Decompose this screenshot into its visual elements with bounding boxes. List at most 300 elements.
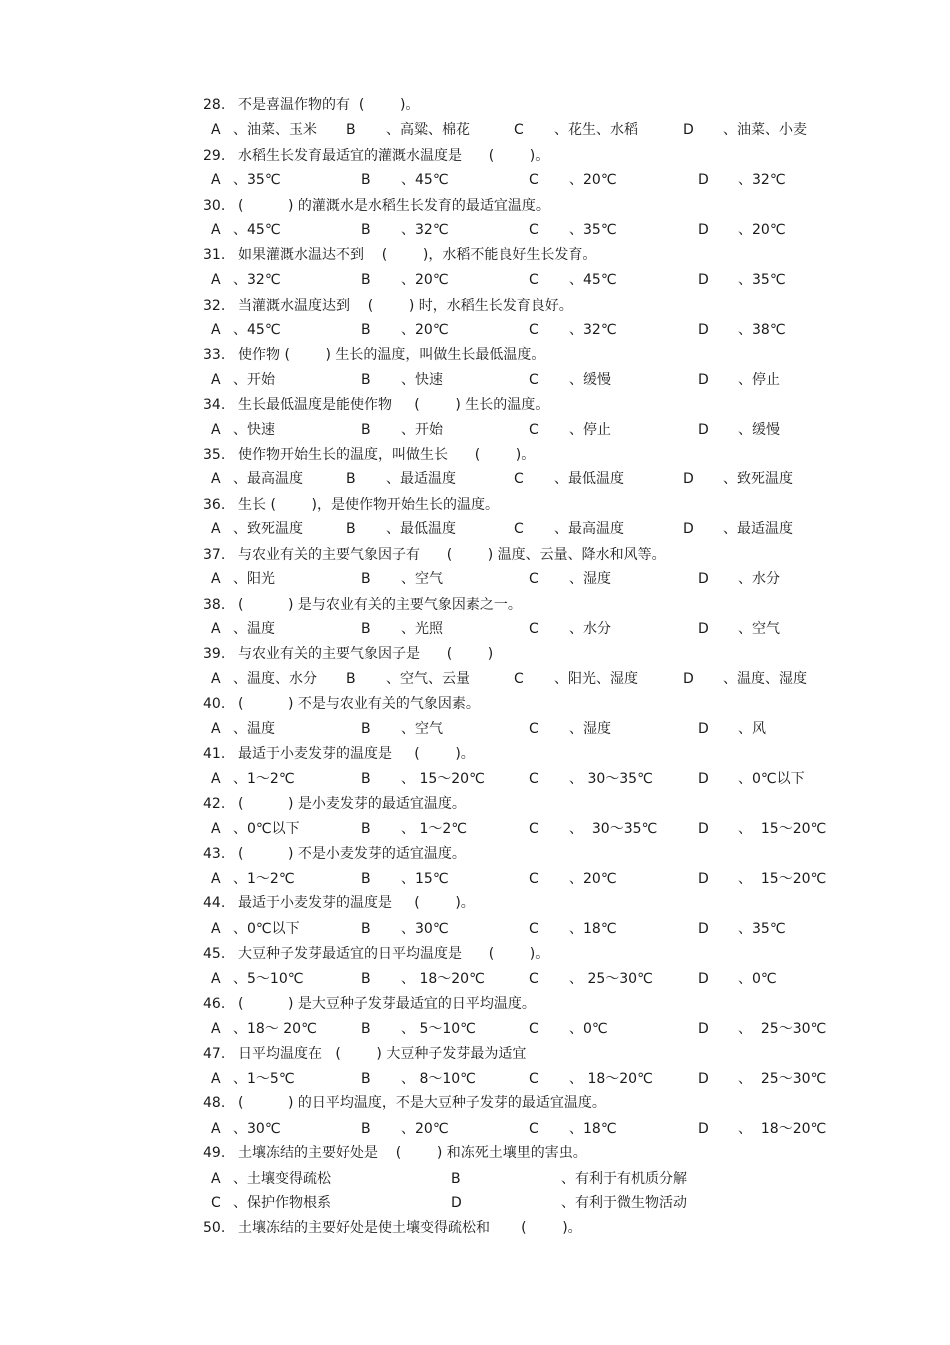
option-letter: A [211,821,221,837]
option [529,221,617,239]
options-row [211,1170,831,1188]
option [529,770,653,788]
option-text: 、 15～20℃ [738,871,827,887]
option-letter: D [698,422,709,438]
option-letter: C [529,172,539,188]
option-text: 、0℃ [569,1021,608,1037]
options-row [211,670,831,688]
option-text: 、快速 [233,422,275,438]
question-stem [203,246,596,264]
option-text: 、最低温度 [386,521,456,537]
option [361,171,449,189]
option-letter: C [529,571,539,587]
option-letter: B [361,272,371,288]
option-letter: D [698,1071,709,1087]
option-letter: D [683,122,694,138]
option [361,371,443,389]
question-text: ( ) 是与农业有关的主要气象因素之一。 [238,597,522,613]
option [698,620,780,638]
option-letter: C [211,1195,221,1211]
option-letter: A [211,1071,221,1087]
option-letter: C [529,322,539,338]
option-letter: A [211,921,221,937]
option [451,1194,687,1212]
question-text: ( ) 的日平均温度，不是大豆种子发芽的最适宜温度。 [238,1095,606,1111]
option-text: 、30℃ [401,921,449,937]
option-text: 、32℃ [738,172,786,188]
option-text: 、有利于有机质分解 [561,1171,687,1187]
option-text: 、 15～20℃ [738,821,827,837]
option-letter: B [361,621,371,637]
question-number: 41. [203,746,226,762]
option-letter: B [346,521,356,537]
option-letter: A [211,871,221,887]
options-row [211,870,831,888]
option-letter: D [698,571,709,587]
question-number: 35. [203,447,226,463]
option [211,1194,331,1212]
option [361,720,443,738]
option [529,271,617,289]
option-text: 、 1～2℃ [401,821,467,837]
option-letter: B [361,372,371,388]
option [211,421,275,439]
option [211,371,275,389]
option-letter: B [361,821,371,837]
question-number: 43. [203,846,226,862]
option [514,121,638,139]
option-text: 、停止 [738,372,780,388]
option-letter: A [211,172,221,188]
question-stem [203,96,419,114]
options-row [211,1194,831,1212]
option-text: 、18℃ [569,1121,617,1137]
option-letter: B [346,471,356,487]
option [361,1120,449,1138]
option-letter: A [211,621,221,637]
question-text: 与农业有关的主要气象因子有 ( ) 温度、云量、降水和风等。 [238,547,666,563]
option-text: 、水分 [738,571,780,587]
option-text: 、0℃以下 [233,821,300,837]
option [361,570,443,588]
question-text: 生长 ( )，是使作物开始生长的温度。 [238,497,499,513]
option-letter: A [211,1121,221,1137]
question-number: 48. [203,1095,226,1111]
options-row [211,470,831,488]
option-text: 、5～10℃ [233,971,304,987]
option-letter: D [698,272,709,288]
option [211,970,303,988]
option-letter: B [361,971,371,987]
option [211,870,295,888]
option [211,920,300,938]
option-text: 、 25～30℃ [738,1071,827,1087]
option-text: 、38℃ [738,322,786,338]
option [361,920,449,938]
option-text: 、0℃ [738,971,777,987]
option-text: 、20℃ [569,871,617,887]
question-text: 使作物 ( ) 生长的温度，叫做生长最低温度。 [238,347,546,363]
question-number: 30. [203,198,226,214]
option-text: 、32℃ [401,222,449,238]
option-text: 、空气 [738,621,780,637]
option [346,121,470,139]
question-text: 最适于小麦发芽的温度是 ( )。 [238,895,475,911]
option [698,720,766,738]
question-text: ( ) 不是与农业有关的气象因素。 [238,696,480,712]
option-letter: D [698,172,709,188]
option-letter: C [529,272,539,288]
option-text: 、温度 [233,721,275,737]
option-text: 、停止 [569,422,611,438]
option [529,171,617,189]
question-text: ( ) 是大豆种子发芽最适宜的日平均温度。 [238,996,536,1012]
question-text: 大豆种子发芽最适宜的日平均温度是 ( )。 [238,946,550,962]
option [361,870,449,888]
option-text: 、1～2℃ [233,871,295,887]
option-text: 、45℃ [569,272,617,288]
options-row [211,520,831,538]
options-row [211,820,831,838]
option-letter: C [529,222,539,238]
option-letter: A [211,1171,221,1187]
option-text: 、空气 [401,721,443,737]
option-letter: B [361,721,371,737]
options-row [211,371,831,389]
option-text: 、温度 [233,621,275,637]
option [361,271,449,289]
question-stem [203,546,666,564]
question-number: 39. [203,646,226,662]
option-text: 、空气 [401,571,443,587]
option [346,470,456,488]
option-letter: C [529,721,539,737]
option-letter: A [211,471,221,487]
option [698,1020,826,1038]
option-text: 、20℃ [401,272,449,288]
option-letter: B [361,222,371,238]
options-row [211,321,831,339]
question-number: 31. [203,247,226,263]
question-stem [203,745,475,763]
option-letter: D [683,471,694,487]
option [361,421,443,439]
option [211,820,300,838]
question-text: 与农业有关的主要气象因子是 ( ) [238,646,494,662]
option-text: 、缓慢 [738,422,780,438]
option [361,820,467,838]
option-text: 、35℃ [233,172,281,188]
question-number: 34. [203,397,226,413]
question-stem [203,1094,606,1112]
question-number: 36. [203,497,226,513]
option-text: 、水分 [569,621,611,637]
option-letter: C [529,921,539,937]
question-stem [203,995,536,1013]
option [698,1120,826,1138]
options-row [211,1120,831,1138]
option-text: 、湿度 [569,721,611,737]
option-letter: A [211,671,221,687]
option-letter: A [211,222,221,238]
option [529,920,617,938]
option-letter: B [361,1121,371,1137]
option [683,670,807,688]
option-text: 、缓慢 [569,372,611,388]
question-text: 日平均温度在 ( ) 大豆种子发芽最为适宜 [238,1046,527,1062]
option [529,970,653,988]
option [211,271,281,289]
option-letter: B [361,172,371,188]
options-row [211,770,831,788]
question-number: 29. [203,148,226,164]
option-text: 、20℃ [738,222,786,238]
option [529,820,657,838]
option-letter: D [683,671,694,687]
options-row [211,620,831,638]
option [211,470,303,488]
option [529,1020,608,1038]
question-number: 50. [203,1220,226,1236]
option-letter: D [698,771,709,787]
question-text: 生长最低温度是能使作物 ( ) 生长的温度。 [238,397,550,413]
option [698,970,777,988]
option-text: 、45℃ [401,172,449,188]
option [211,520,303,538]
option-text: 、 30～35℃ [569,771,653,787]
option-letter: D [683,521,694,537]
option [211,1120,281,1138]
option [683,470,793,488]
option-text: 、温度、水分 [233,671,317,687]
option [211,570,275,588]
option-letter: C [529,821,539,837]
option-letter: C [529,372,539,388]
options-row [211,570,831,588]
option-letter: B [361,921,371,937]
option-text: 、最适温度 [723,521,793,537]
option [211,1070,295,1088]
option-text: 、致死温度 [233,521,303,537]
option [683,121,807,139]
option [529,1070,653,1088]
option-text: 、阳光 [233,571,275,587]
option [451,1170,687,1188]
option-text: 、20℃ [569,172,617,188]
option [361,321,449,339]
question-text: 使作物开始生长的温度，叫做生长 ( )。 [238,447,536,463]
option-text: 、 15～20℃ [401,771,485,787]
option-text: 、15℃ [401,871,449,887]
option-text: 、35℃ [569,222,617,238]
option-letter: C [514,122,524,138]
question-stem [203,346,545,364]
option [211,670,317,688]
option-letter: C [514,521,524,537]
option-letter: C [514,671,524,687]
option-text: 、45℃ [233,322,281,338]
option [529,371,611,389]
option-letter: D [698,821,709,837]
options-row [211,121,831,139]
option-letter: D [698,1021,709,1037]
option [361,1070,476,1088]
option-letter: D [698,1121,709,1137]
option [698,770,805,788]
option-text: 、 25～30℃ [569,971,653,987]
option-text: 、1～5℃ [233,1071,295,1087]
option-text: 、土壤变得疏松 [233,1171,331,1187]
option-letter: D [698,871,709,887]
question-stem [203,596,522,614]
option-letter: C [514,471,524,487]
question-stem [203,1045,526,1063]
question-stem [203,297,573,315]
question-stem [203,945,549,963]
question-stem [203,645,493,663]
option-text: 、20℃ [401,322,449,338]
option [514,670,638,688]
option [211,720,275,738]
option-letter: A [211,272,221,288]
option-text: 、20℃ [401,1121,449,1137]
option-text: 、18～ 20℃ [233,1021,317,1037]
option [698,870,826,888]
question-stem [203,197,550,215]
options-row [211,720,831,738]
option-letter: B [361,871,371,887]
option [683,520,793,538]
option [346,670,470,688]
option-letter: B [361,1021,371,1037]
option [514,520,624,538]
option-text: 、 30～35℃ [569,821,658,837]
option-text: 、油菜、玉米 [233,122,317,138]
option [529,870,617,888]
option [211,770,295,788]
option-text: 、0℃以下 [738,771,805,787]
option-letter: C [529,1071,539,1087]
question-text: ( ) 是小麦发芽的最适宜温度。 [238,796,466,812]
options-row [211,970,831,988]
question-number: 37. [203,547,226,563]
option [211,221,281,239]
option [211,1020,317,1038]
option-text: 、有利于微生物活动 [561,1195,687,1211]
option [361,1020,476,1038]
question-number: 33. [203,347,226,363]
option-letter: B [346,122,356,138]
question-number: 46. [203,996,226,1012]
option-letter: A [211,721,221,737]
option [514,470,624,488]
option-text: 、18℃ [569,921,617,937]
option-text: 、最高温度 [233,471,303,487]
option-letter: C [529,621,539,637]
question-number: 42. [203,796,226,812]
question-stem [203,845,466,863]
options-row [211,221,831,239]
option [361,620,443,638]
option [529,620,611,638]
option-letter: A [211,372,221,388]
option [529,570,611,588]
option-letter: B [361,1071,371,1087]
option-letter: D [698,322,709,338]
option [698,271,786,289]
option [211,321,281,339]
option-letter: A [211,771,221,787]
question-stem [203,147,549,165]
option-letter: B [361,322,371,338]
option-text: 、开始 [401,422,443,438]
option-text: 、保护作物根系 [233,1195,331,1211]
option-text: 、35℃ [738,272,786,288]
option [698,221,786,239]
option-letter: A [211,521,221,537]
option [211,121,317,139]
option-text: 、1～2℃ [233,771,295,787]
option [698,371,780,389]
option-text: 、 8～10℃ [401,1071,476,1087]
option-letter: C [529,1021,539,1037]
option-text: 、温度、湿度 [723,671,807,687]
option-text: 、风 [738,721,766,737]
option-letter: A [211,971,221,987]
question-text: ( ) 不是小麦发芽的适宜温度。 [238,846,466,862]
option-text: 、 5～10℃ [401,1021,476,1037]
question-text: 不是喜温作物的有 ( )。 [238,97,420,113]
option [698,920,786,938]
option-letter: C [529,971,539,987]
option-text: 、30℃ [233,1121,281,1137]
question-number: 49. [203,1145,226,1161]
option [698,1070,826,1088]
question-stem [203,1219,582,1237]
option-letter: A [211,322,221,338]
option-text: 、最高温度 [554,521,624,537]
option-letter: D [698,971,709,987]
option-letter: B [361,771,371,787]
options-row [211,171,831,189]
option-text: 、0℃以下 [233,921,300,937]
question-text: 如果灌溉水温达不到 ( )，水稻不能良好生长发育。 [238,247,597,263]
question-number: 28. [203,97,226,113]
option-text: 、 18～20℃ [738,1121,827,1137]
option [529,321,617,339]
question-stem [203,496,499,514]
options-row [211,920,831,938]
option-letter: A [211,571,221,587]
option-letter: D [698,721,709,737]
option-text: 、空气、云量 [386,671,470,687]
option-text: 、阳光、湿度 [554,671,638,687]
question-text: 当灌溉水温度达到 ( ) 时，水稻生长发育良好。 [238,298,573,314]
option [698,321,786,339]
question-text: ( ) 的灌溉水是水稻生长发育的最适宜温度。 [238,198,550,214]
question-stem [203,695,480,713]
option [361,221,449,239]
option-letter: B [451,1171,461,1187]
option-text: 、最低温度 [554,471,624,487]
question-stem [203,795,466,813]
option-text: 、致死温度 [723,471,793,487]
question-stem [203,1144,587,1162]
option [529,720,611,738]
question-number: 40. [203,696,226,712]
option-text: 、花生、水稻 [554,122,638,138]
option [529,1120,617,1138]
